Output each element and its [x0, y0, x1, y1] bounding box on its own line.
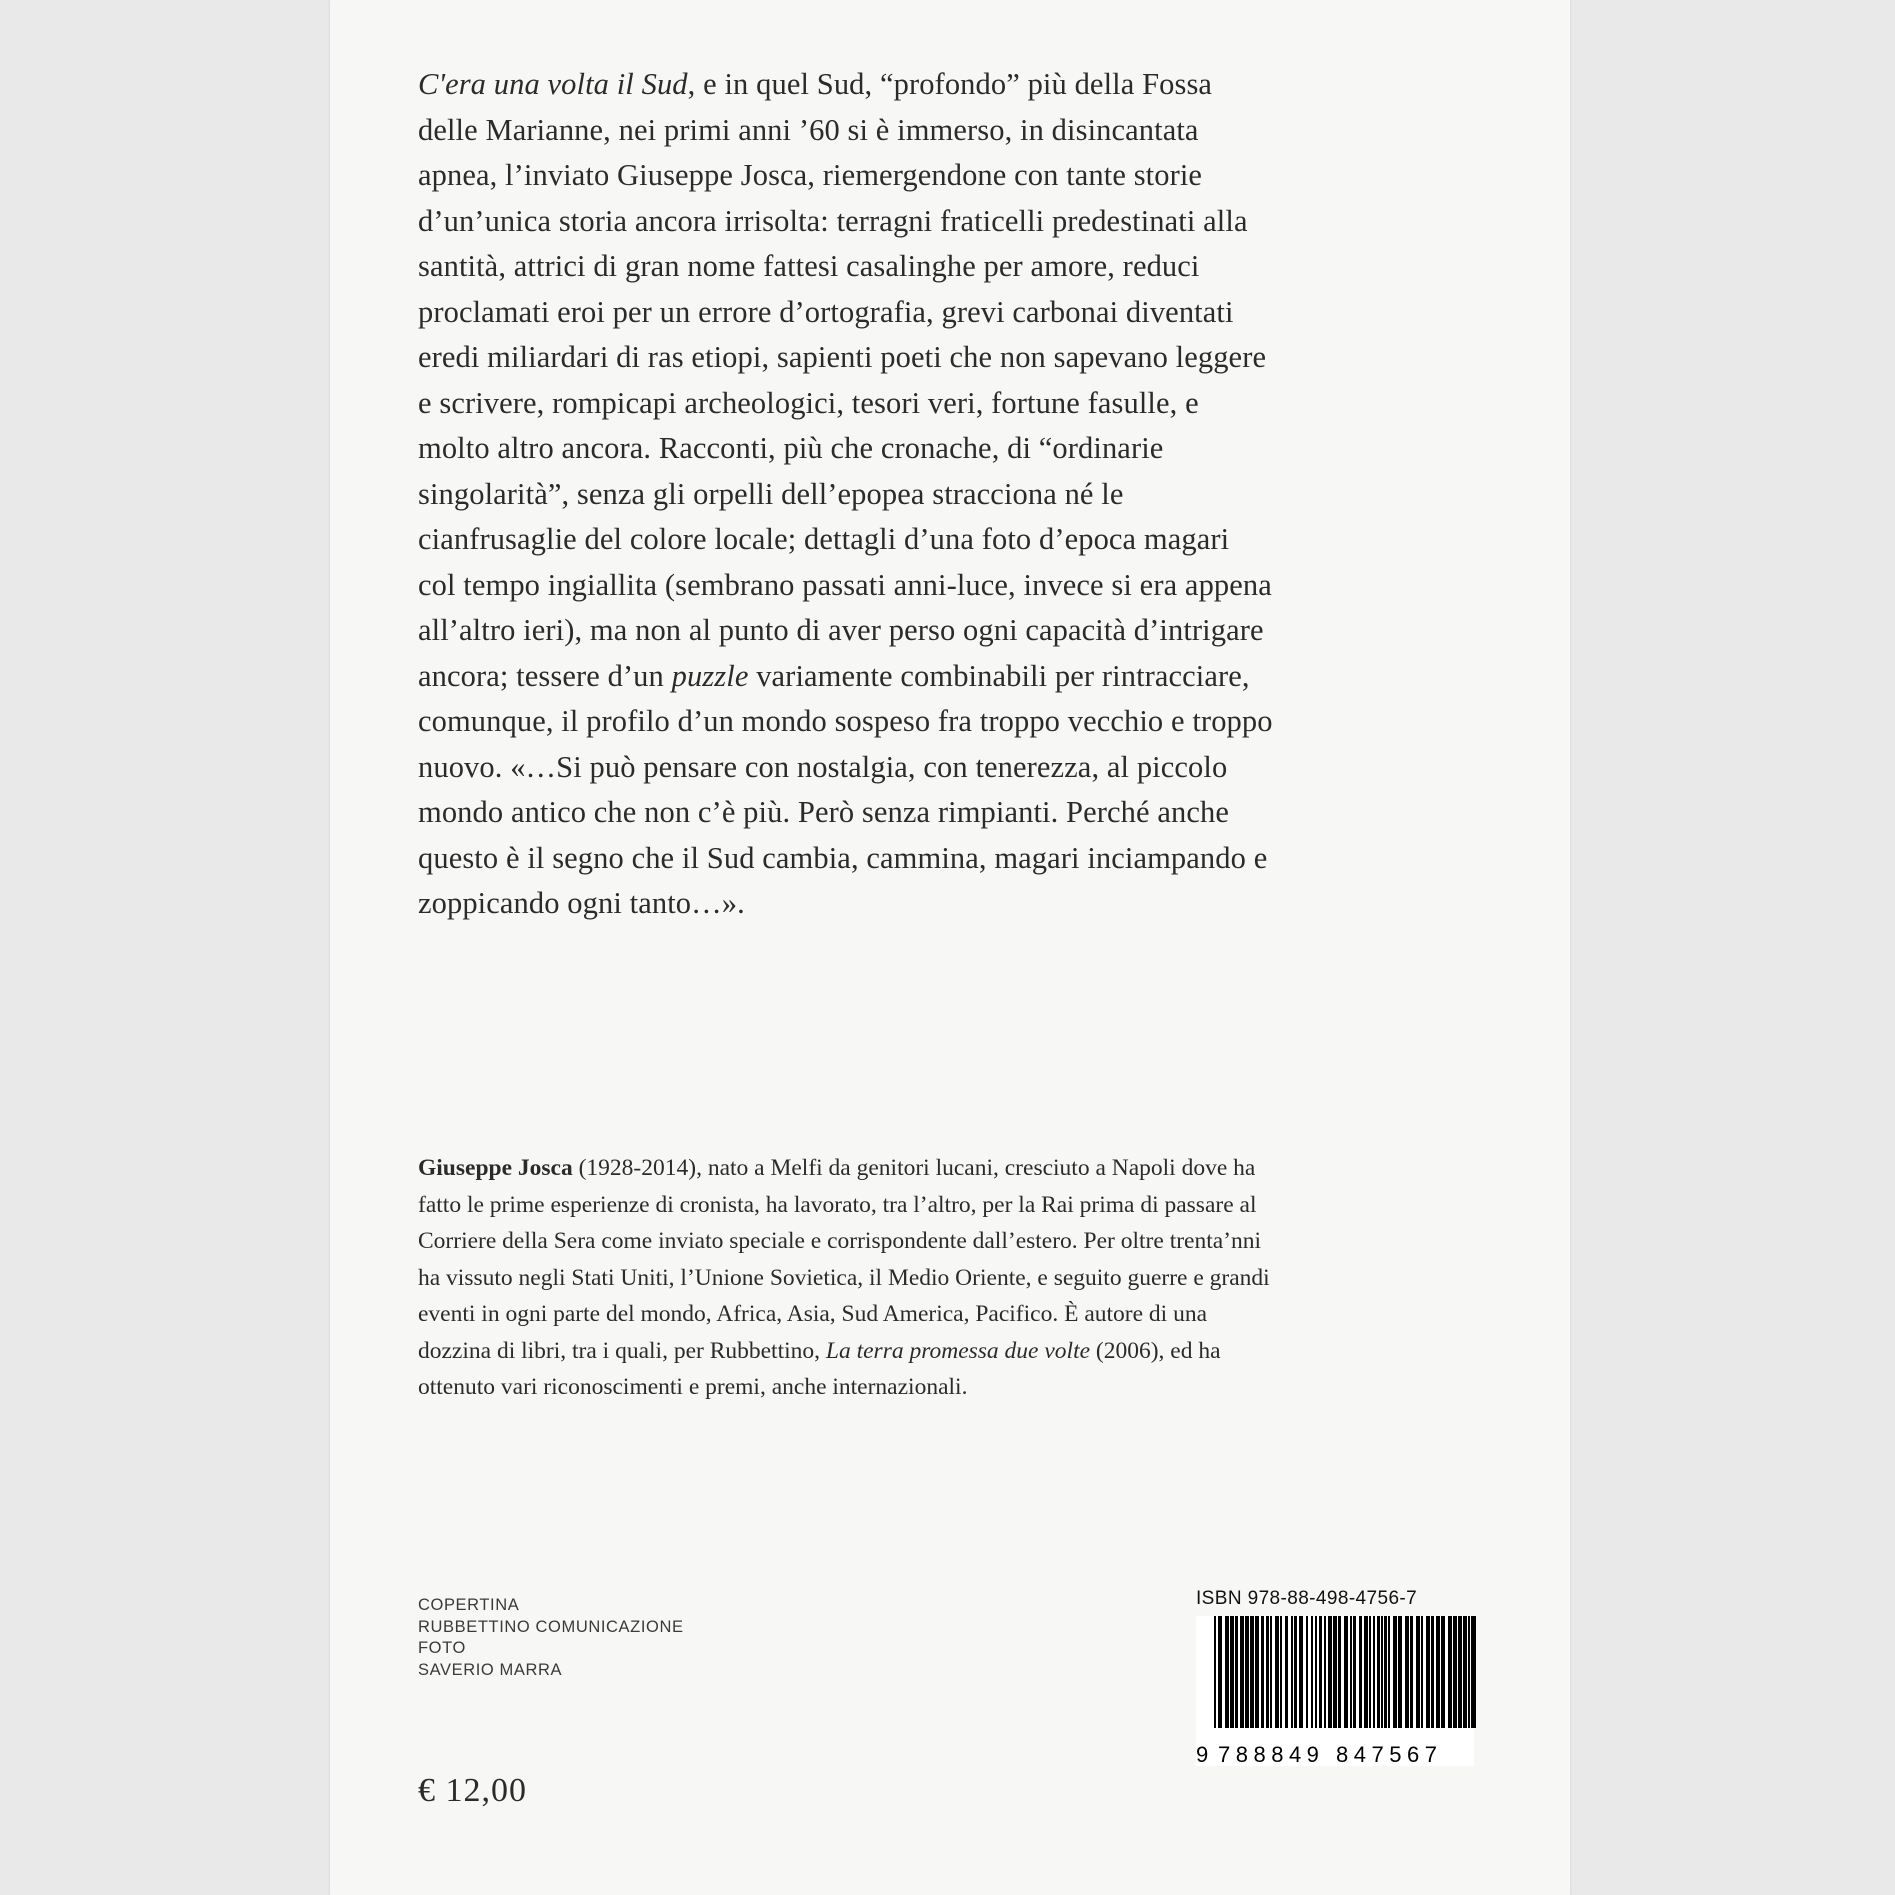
cover-credits: [418, 1595, 684, 1681]
bio-text-part1: (1928-2014), nato a Melfi da genitori lucani, cresciuto a Napoli dove ha fatto le prime esperienze di cronista, ha lavorato, tra l’altro, per la Rai prima di passare al Corriere della Sera come inviato speciale e corrispondente dall’estero. Per oltre trenta’nni ha vissuto negli Stati Uniti, l’Unione Sovietica, il Medio Oriente, e seguito guerre e grandi eventi in ogni parte del mondo, Africa, Asia, Sud America, Pacifico. È autore di una dozzina di libri, tra i quali, per Rubbettino,: [418, 1155, 1270, 1364]
price-label: € 12,00: [418, 1772, 527, 1809]
credits-line-copertina: COPERTINA: [418, 1596, 520, 1614]
credits-line-photographer: SAVERIO MARRA: [418, 1660, 563, 1679]
author-bio-paragraph: [418, 1150, 1273, 1406]
isbn-block: [1184, 1588, 1484, 1766]
barcode-digits: 788849 847567: [1218, 1742, 1443, 1767]
isbn-label: ISBN 978-88-498-4756-7: [1196, 1588, 1418, 1609]
barcode-bars: [1196, 1616, 1474, 1744]
blurb-italic-opening: C'era una volta il Sud: [418, 67, 688, 101]
bio-italic-book-title: La terra promessa due volte: [825, 1337, 1091, 1364]
blurb-italic-word: puzzle: [671, 658, 749, 693]
barcode: [1196, 1616, 1474, 1766]
blurb-text-part2: variamente combinabili per rintracciare, comunque, il profilo d’un mondo sospeso fra troppo vecchio e troppo nuovo. «…Si può pensare con nostalgia, con tenerezza, al piccolo mondo antico che non c’è più. Però senza rimpianti. Perché anche questo è il segno che il Sud cambia, cammina, magari inciampando e zoppicando ogni tanto…».: [418, 658, 1273, 920]
blurb-paragraph: [418, 62, 1273, 927]
author-name: Giuseppe Josca: [418, 1155, 573, 1181]
credits-line-foto: FOTO: [418, 1639, 466, 1657]
blurb-text-part1: , e in quel Sud, “profondo” più della Fossa delle Marianne, nei primi anni ’60 si è immerso, in disincantata apnea, l’inviato Giuseppe Josca, riemergendone con tante storie d’un’unica storia ancora irrisolta: terragni fraticelli predestinati alla santità, attrici di gran nome fattesi casalinghe per amore, reduci proclamati eroi per un errore d’ortografia, grevi carbonai diventati eredi miliardari di ras etiopi, sapienti poeti che non sapevano leggere e scrivere, rompicapi archeologici, tesori veri, fortune fasulle, e molto altro ancora. Racconti, più che cronache, di “ordinarie singolarità”, senza gli orpelli dell’epopea stracciona né le cianfrusaglie del colore locale; dettagli d’una foto d’epoca magari col tempo ingiallita (sembrano passati anni-luce, invece si era appena all’altro ieri), ma non al punto di aver perso ogni capacità d’intrigare ancora; tessere d’un: [418, 67, 1272, 693]
barcode-lead-digit: 9: [1196, 1742, 1209, 1767]
book-back-cover: [330, 0, 1570, 1895]
bio-text-part2: (2006), ed ha ottenuto vari riconoscimenti e premi, anche internazionali.: [418, 1337, 1221, 1400]
cover-content: [378, 0, 1522, 1895]
credits-line-publisher: RUBBETTINO COMUNICAZIONE: [418, 1617, 684, 1636]
